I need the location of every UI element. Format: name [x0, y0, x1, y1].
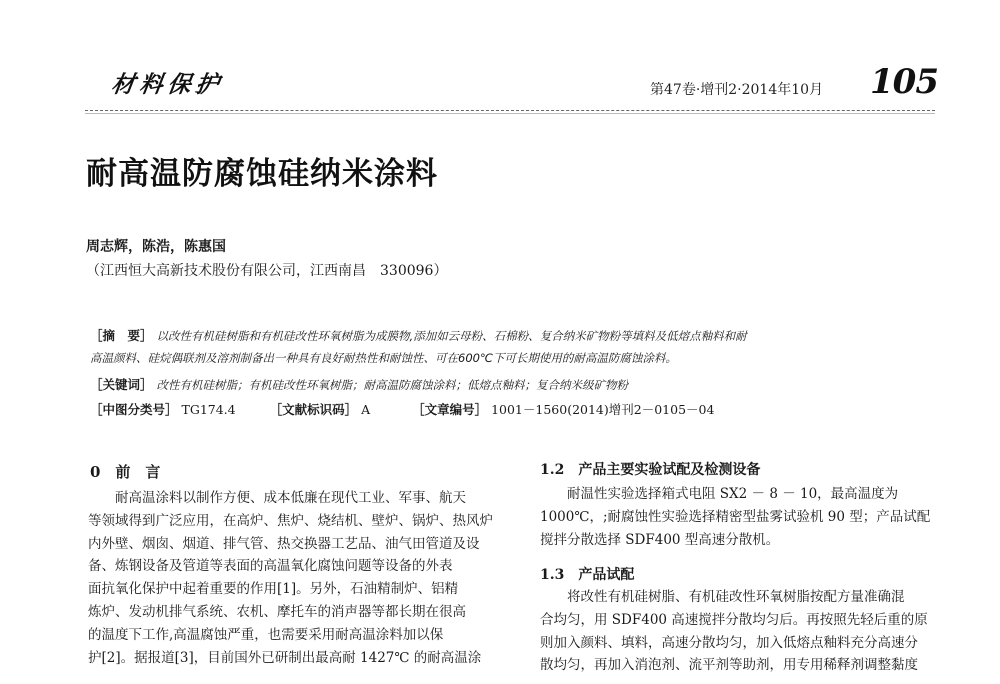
article-title: 耐高温防腐蚀硅纳米涂料 [86, 156, 438, 192]
clc-label: ［中图分类号］ [90, 402, 178, 417]
abstract-label: ［摘 要］ [90, 328, 153, 343]
body-line: 护[2]。据报道[3]，目前国外已研制出最高耐 1427℃ 的耐高温涂 [88, 649, 482, 666]
body-line: 内外壁、烟囱、烟道、排气管、热交换器工艺品、油气田管道及设 [88, 535, 480, 552]
body-line: 备、炼钢设备及管道等表面的高温氧化腐蚀问题等设备的外表 [88, 558, 453, 575]
body-line: 合均匀，用 SDF400 高速搅拌分散均匀后。再按照先轻后重的原 [540, 611, 928, 628]
page-number: 105 [870, 62, 938, 102]
body-line: 耐高温涂料以制作方便、成本低廉在现代工业、军事、航天 [88, 490, 466, 506]
article-no-label: ［文章编号］ [412, 402, 488, 417]
affiliation: （江西恒大高新技术股份有限公司，江西南昌 330096） [86, 263, 448, 279]
header-rule [85, 110, 935, 111]
body-line: 散均匀，再加入消泡剂、流平剂等助剂，用专用稀释剂调整黏度 [540, 657, 918, 674]
body-line: 炼炉、发动机排气系统、农机、摩托车的消声器等都长期在很高 [88, 603, 466, 620]
abstract [90, 326, 747, 344]
body-line: 耐温性实验选择箱式电阻 SX2 － 8 － 10，最高温度为 [540, 486, 899, 502]
body-line: 面抗氧化保护中起着重要的作用[1]。另外，石油精制炉、铝精 [88, 581, 459, 598]
section-heading-introduction: 0 前 言 [90, 463, 161, 481]
journal-logo: 材料保护 [109, 71, 226, 98]
body-line: 等领域得到广泛应用，在高炉、焦炉、烧结机、壁炉、锅炉、热风炉 [88, 512, 493, 529]
issue-info: 第47卷·增刊2·2014年10月 [650, 82, 824, 98]
keywords-label: ［关键词］ [90, 377, 153, 392]
body-line: 的温度下工作,高温腐蚀严重，也需要采用耐高温涂料加以保 [88, 626, 444, 643]
body-line: 1000℃，;耐腐蚀性实验选择精密型盐雾试验机 90 型；产品试配 [540, 508, 931, 525]
introduction-body [88, 487, 493, 669]
section-1-2-body [540, 483, 930, 551]
clc-value: TG174.4 [181, 402, 236, 417]
header-rule-secondary [85, 113, 935, 114]
abstract-continuation [90, 350, 677, 366]
keywords [90, 375, 628, 393]
doc-code-label: ［文献标识码］ [269, 402, 358, 417]
article-no-value: 1001－1560(2014)增刊2－0105－04 [491, 402, 715, 417]
classification-info [90, 400, 714, 418]
doc-code-value: A [361, 402, 371, 417]
section-heading-1-3: 1.3 产品试配 [540, 567, 635, 583]
abstract-text-line-2: 高温颜料、硅烷偶联剂及溶剂制备出一种具有良好耐热性和耐蚀性、可在600℃下可长期使用的耐高温防腐蚀涂料。 [90, 351, 677, 365]
body-line: 将改性有机硅树脂、有机硅改性环氧树脂按配方量准确混 [540, 589, 905, 605]
section-heading-1-2: 1.2 产品主要实验试配及检测设备 [540, 462, 761, 478]
section-1-3-body [540, 586, 928, 677]
body-line: 搅拌分散选择 SDF400 型高速分散机。 [540, 531, 780, 548]
body-line: 则加入颜料、填料，高速分散均匀，加入低熔点釉料充分高速分 [540, 634, 918, 651]
keywords-text: 改性有机硅树脂；有机硅改性环氧树脂；耐高温防腐蚀涂料；低熔点釉料；复合纳米级矿物粉 [156, 378, 628, 392]
authors: 周志辉，陈浩，陈惠国 [86, 239, 226, 255]
abstract-text-line-1: 以改性有机硅树脂和有机硅改性环氧树脂为成膜物,添加如云母粉、石棉粉、复合纳米矿物粉等填料及低熔点釉料和耐 [156, 329, 747, 343]
